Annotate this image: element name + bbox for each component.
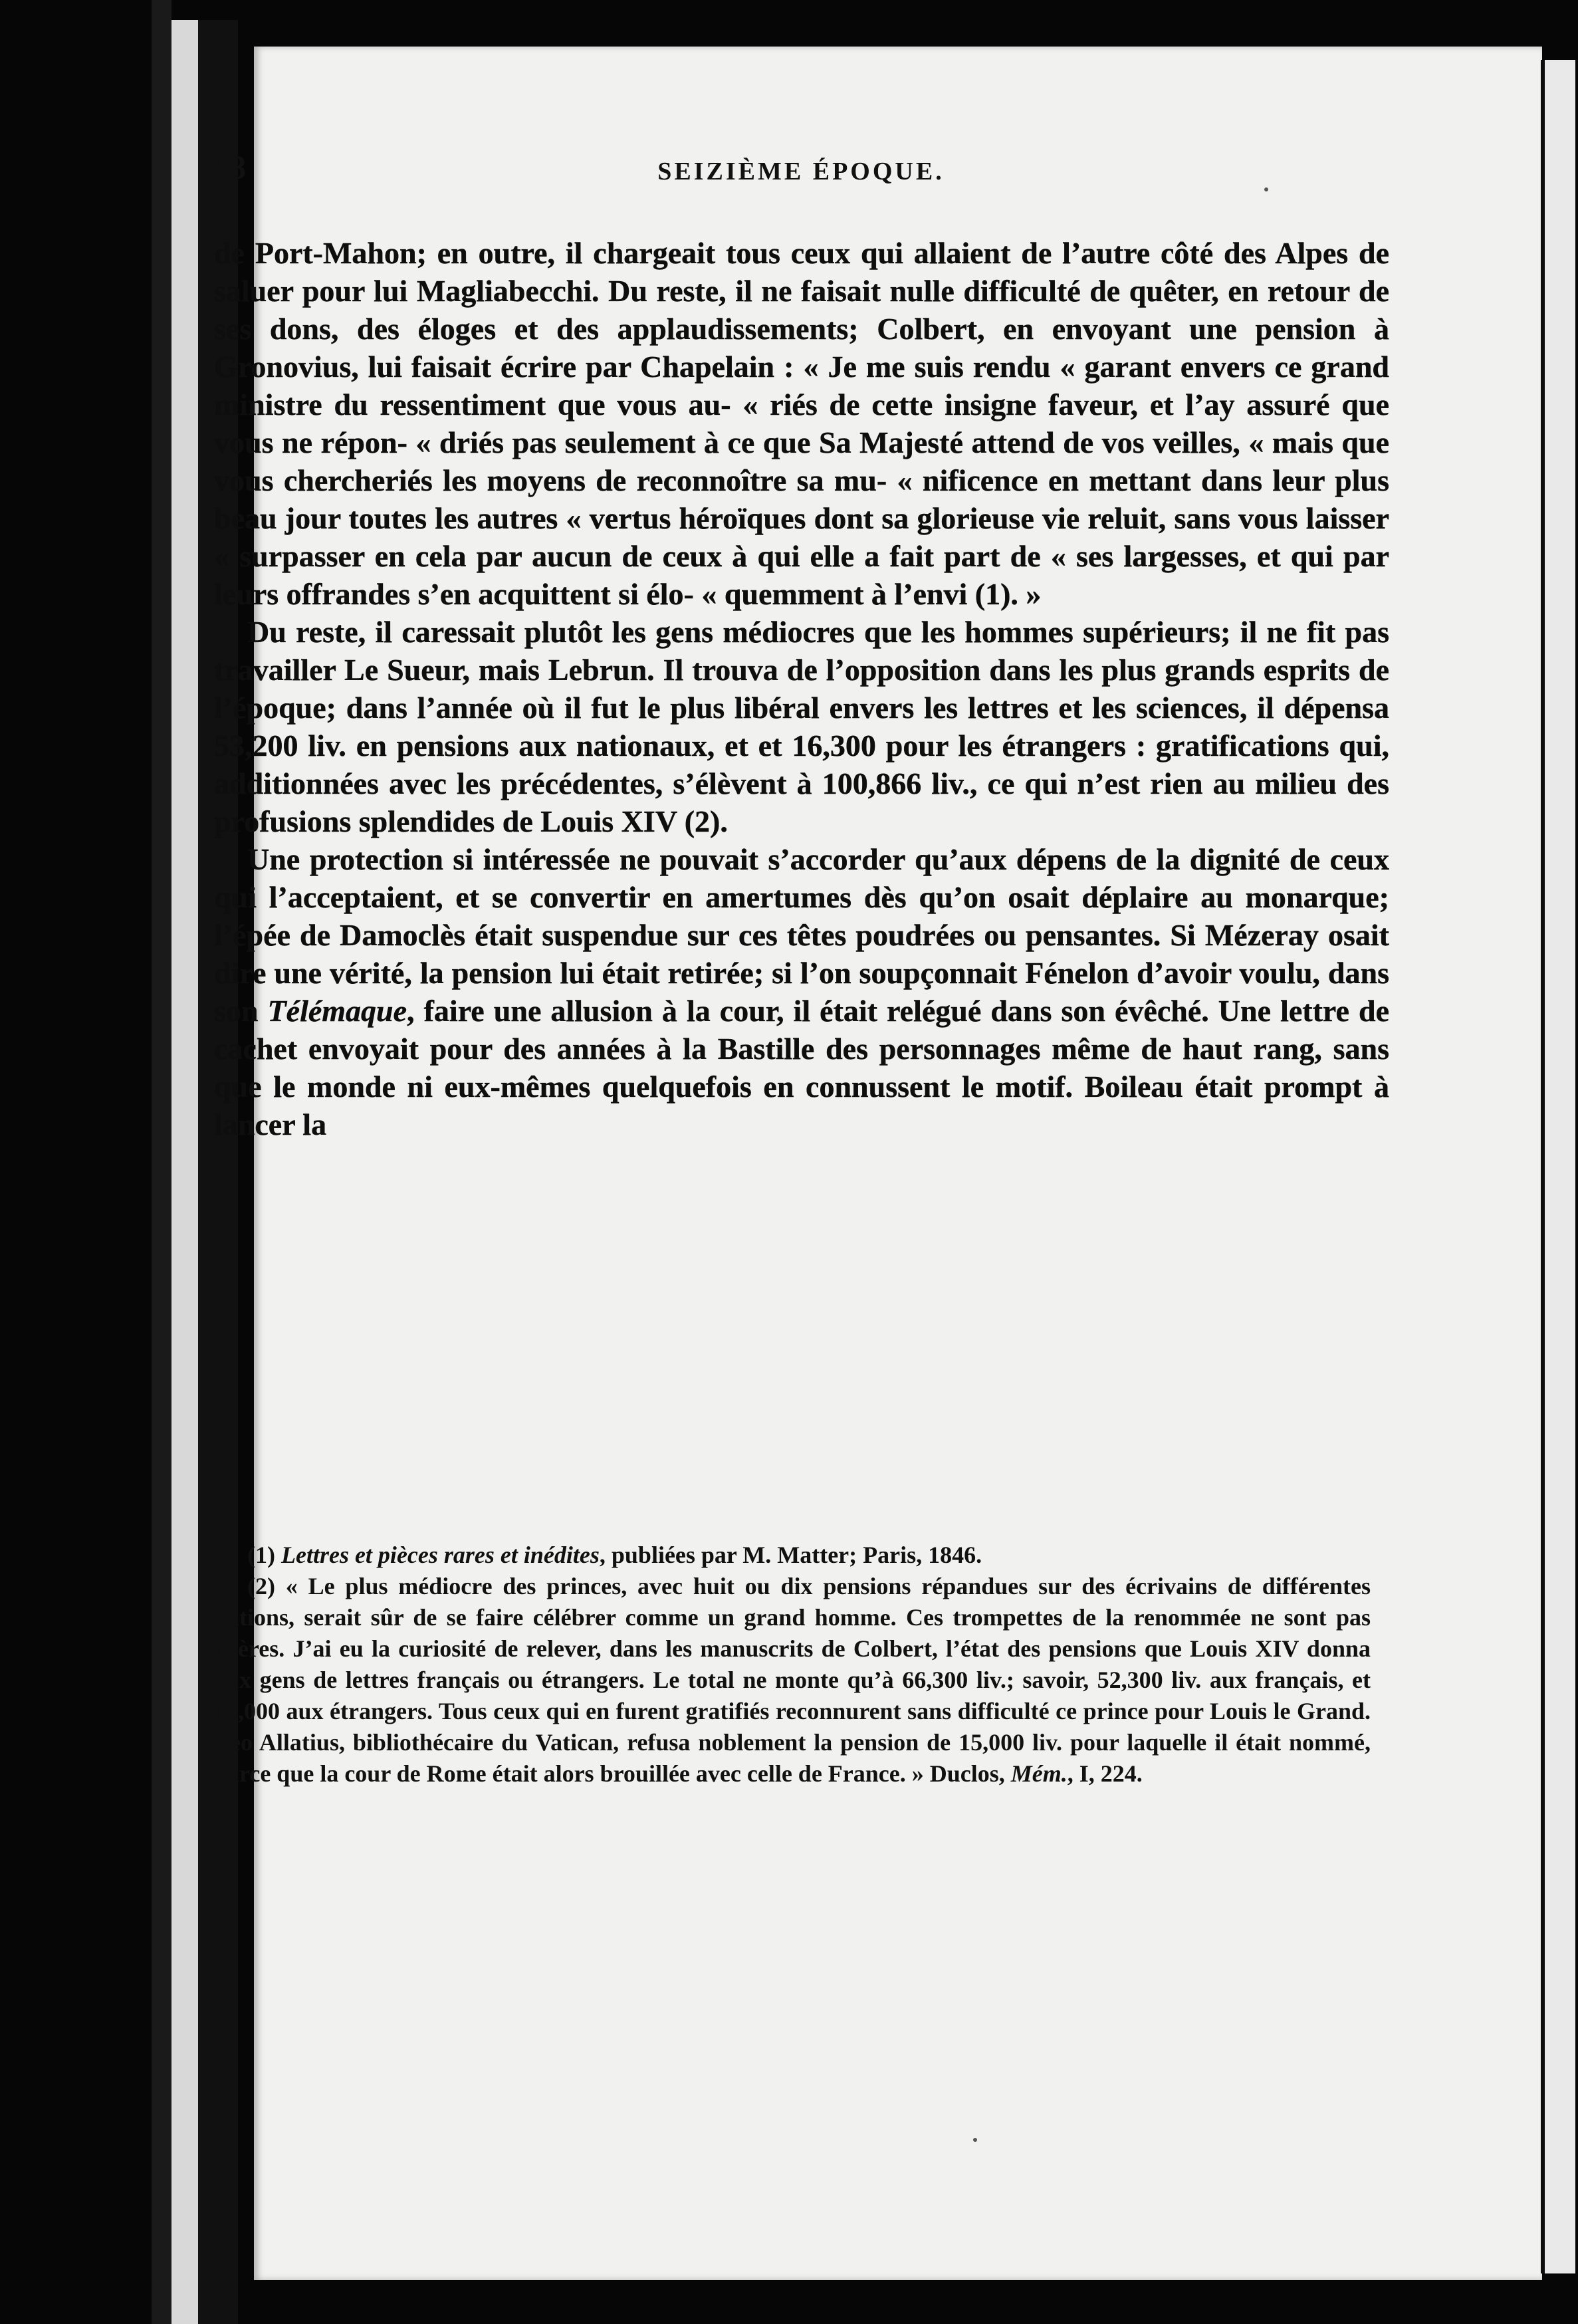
paragraph-3 — [214, 840, 1389, 1143]
binding-shadow — [152, 0, 171, 2324]
page-stack-edge-right — [1541, 60, 1575, 2273]
paragraph-3-part-b: , faire une allusion à la cour, il était relégué dans son évêché. Une lettre de cachet envoyait pour des années à la Bastille des personnages même de haut rang, sans que le monde ni eux-mêmes quelquefois en connussent le motif. Boileau était prompt à lancer la — [214, 994, 1389, 1141]
paragraph-2: Du reste, il caressait plutôt les gens médiocres que les hommes supérieurs; il ne fit pas travailler Le Sueur, mais Lebrun. Il trouva de l’opposition dans les plus grands esprits de l’époque; dans l’année où il fut le plus libéral envers les lettres et les sciences, il dépensa 53,200 liv. en pensions aux nationaux, et et 16,300 pour les étrangers : gratifications qui, additionnées avec les précédentes, s’élèvent à 100,866 liv., ce qui n’est rien au milieu des profusions splendides de Louis XIV (2). — [214, 615, 1389, 838]
paragraph-1: de Port-Mahon; en outre, il chargeait tous ceux qui allaient de l’autre côté des Alpes de saluer pour lui Magliabecchi. Du reste, il ne faisait nulle difficulté de quêter, en retour de ses dons, des éloges et des applaudissements; Colbert, en envoyant une pension à Gronovius, lui faisait écrire par Chapelain : « Je me suis rendu « garant envers ce grand ministre du ressentiment que vous au- « riés de cette insigne faveur, et l’ay assuré que vous ne répon- « driés pas seulement à ce que Sa Majesté attend de vos veilles, « mais que vous chercheriés les moyens de reconnoître sa mu- « nificence en mettant dans leur plus beau jour toutes les autres « vertus héroïques dont sa glorieuse vie reluit, sans vous laisser « surpasser en cela par aucun de ceux à qui elle a fait part de « ses largesses, et qui par leurs offrandes s’en acquittent si élo- « quemment à l’envi (1). » — [214, 236, 1389, 611]
work-title-telemaque: Télémaque — [267, 994, 407, 1028]
main-text — [214, 234, 1389, 1143]
footnote-1 — [214, 1540, 1371, 1571]
paper-speck — [973, 2138, 977, 2142]
page-number: 98 — [213, 148, 246, 185]
footnote-2-part-a: (2) « Le plus médiocre des princes, avec huit ou dix pensions répandues sur des écrivains de différentes nations, serait sûr de se faire célébrer comme un grand homme. Ces trompettes de la renommée ne sont pas chères. J’ai eu la curiosité de relever, dans les manuscrits de Colbert, l’état des pensions que Louis XIV donna aux gens de lettres français ou étrangers. Le total ne monte qu’à 66,300 liv.; savoir, 52,300 liv. aux français, et 14,000 aux étrangers. Tous ceux qui en furent gratifiés reconnurent sans difficulté ce prince pour Louis le Grand. Leo Allatius, bibliothécaire du Vatican, refusa noblement la pension de 15,000 liv. pour laquelle il était nommé, parce que la cour de Rome était alors brouillée avec celle de France. » Duclos, — [214, 1573, 1371, 1787]
running-head: SEIZIÈME ÉPOQUE. — [657, 158, 945, 185]
footnotes — [214, 1540, 1371, 1790]
footnote-2-part-b: , I, 224. — [1067, 1760, 1143, 1787]
footnote-2 — [214, 1571, 1371, 1790]
footnote-1-rest: , publiées par M. Matter; Paris, 1846. — [599, 1542, 982, 1568]
paper-speck — [1264, 187, 1268, 191]
footnote-1-title: Lettres et pièces rares et inédites — [281, 1542, 600, 1568]
footnote-1-marker: (1) — [247, 1542, 281, 1568]
paragraph-3-part-a: Une protection si intéressée ne pouvait s’accorder qu’aux dépens de la dignité de ceux qui l’acceptaient, et se convertir en amertumes dès qu’on osait déplaire au monarque; l’épée de Damoclès était suspendue sur ces têtes poudrées ou pensantes. Si Mézeray osait dire une vérité, la pension lui était retirée; si l’on soupçonnait Fénelon d’avoir voulu, dans son — [214, 842, 1389, 1028]
page-stack-edge-left — [171, 20, 198, 2324]
page-header — [213, 148, 1389, 201]
footnote-2-title: Mém. — [1010, 1760, 1068, 1787]
